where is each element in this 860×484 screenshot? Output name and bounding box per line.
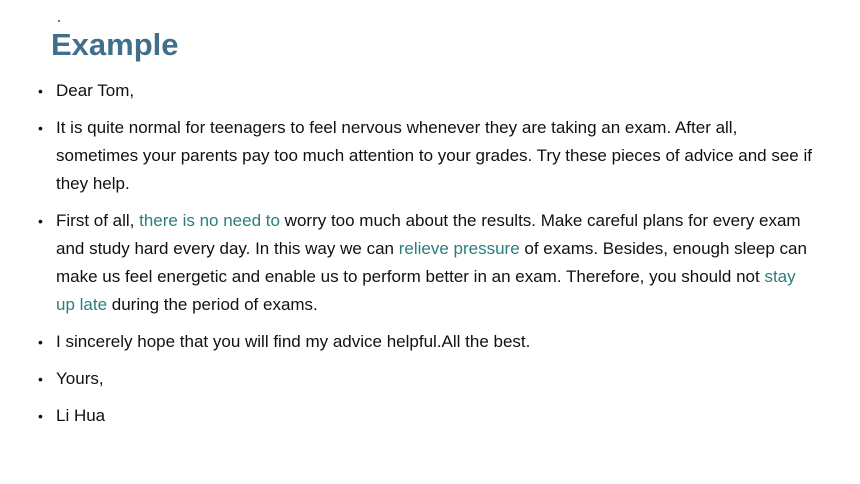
bullet-closing: [38, 328, 818, 356]
bullet-signature: [38, 402, 818, 430]
bullet-dot-icon: •: [38, 334, 43, 350]
bullet-dot-icon: •: [38, 120, 43, 136]
advice-text-part-3: of exams. Besides, enough sleep can make us feel energetic and enable us to perform better in an exam. Therefore, you should not: [56, 239, 807, 286]
slide-title: Example: [51, 27, 179, 62]
advice-text-part-2: worry too much about the results. Make careful plans for every exam and study hard every day. In this way we can: [56, 211, 801, 258]
bullet-dot-icon: •: [38, 408, 43, 424]
greeting-text: Dear Tom,: [56, 81, 135, 100]
closing-text: I sincerely hope that you will find my advice helpful.All the best.: [56, 332, 531, 351]
bullet-signoff: [38, 365, 818, 393]
bullet-greeting: [38, 77, 818, 105]
highlight-phrase-stay-up-late: stay up late: [56, 267, 796, 314]
bullet-intro: [38, 114, 818, 198]
advice-text-part-1: First of all,: [56, 211, 140, 230]
signoff-text: Yours,: [56, 369, 104, 388]
highlight-phrase-no-need: there is no need to: [139, 211, 280, 230]
decorative-dot: [58, 20, 60, 22]
advice-text-part-4: during the period of exams.: [107, 295, 318, 314]
intro-text: It is quite normal for teenagers to feel nervous whenever they are taking an exam. After all, sometimes your parents pay too much attention to your grades. Try these pieces of advice and see if they help.: [56, 118, 812, 193]
bullet-advice: [38, 207, 818, 319]
letter-bullet-list: [38, 77, 818, 439]
highlight-phrase-relieve-pressure: relieve pressure: [398, 239, 520, 258]
bullet-dot-icon: •: [38, 213, 43, 229]
signature-text: Li Hua: [56, 406, 106, 425]
bullet-dot-icon: •: [38, 371, 43, 387]
bullet-dot-icon: •: [38, 83, 43, 99]
